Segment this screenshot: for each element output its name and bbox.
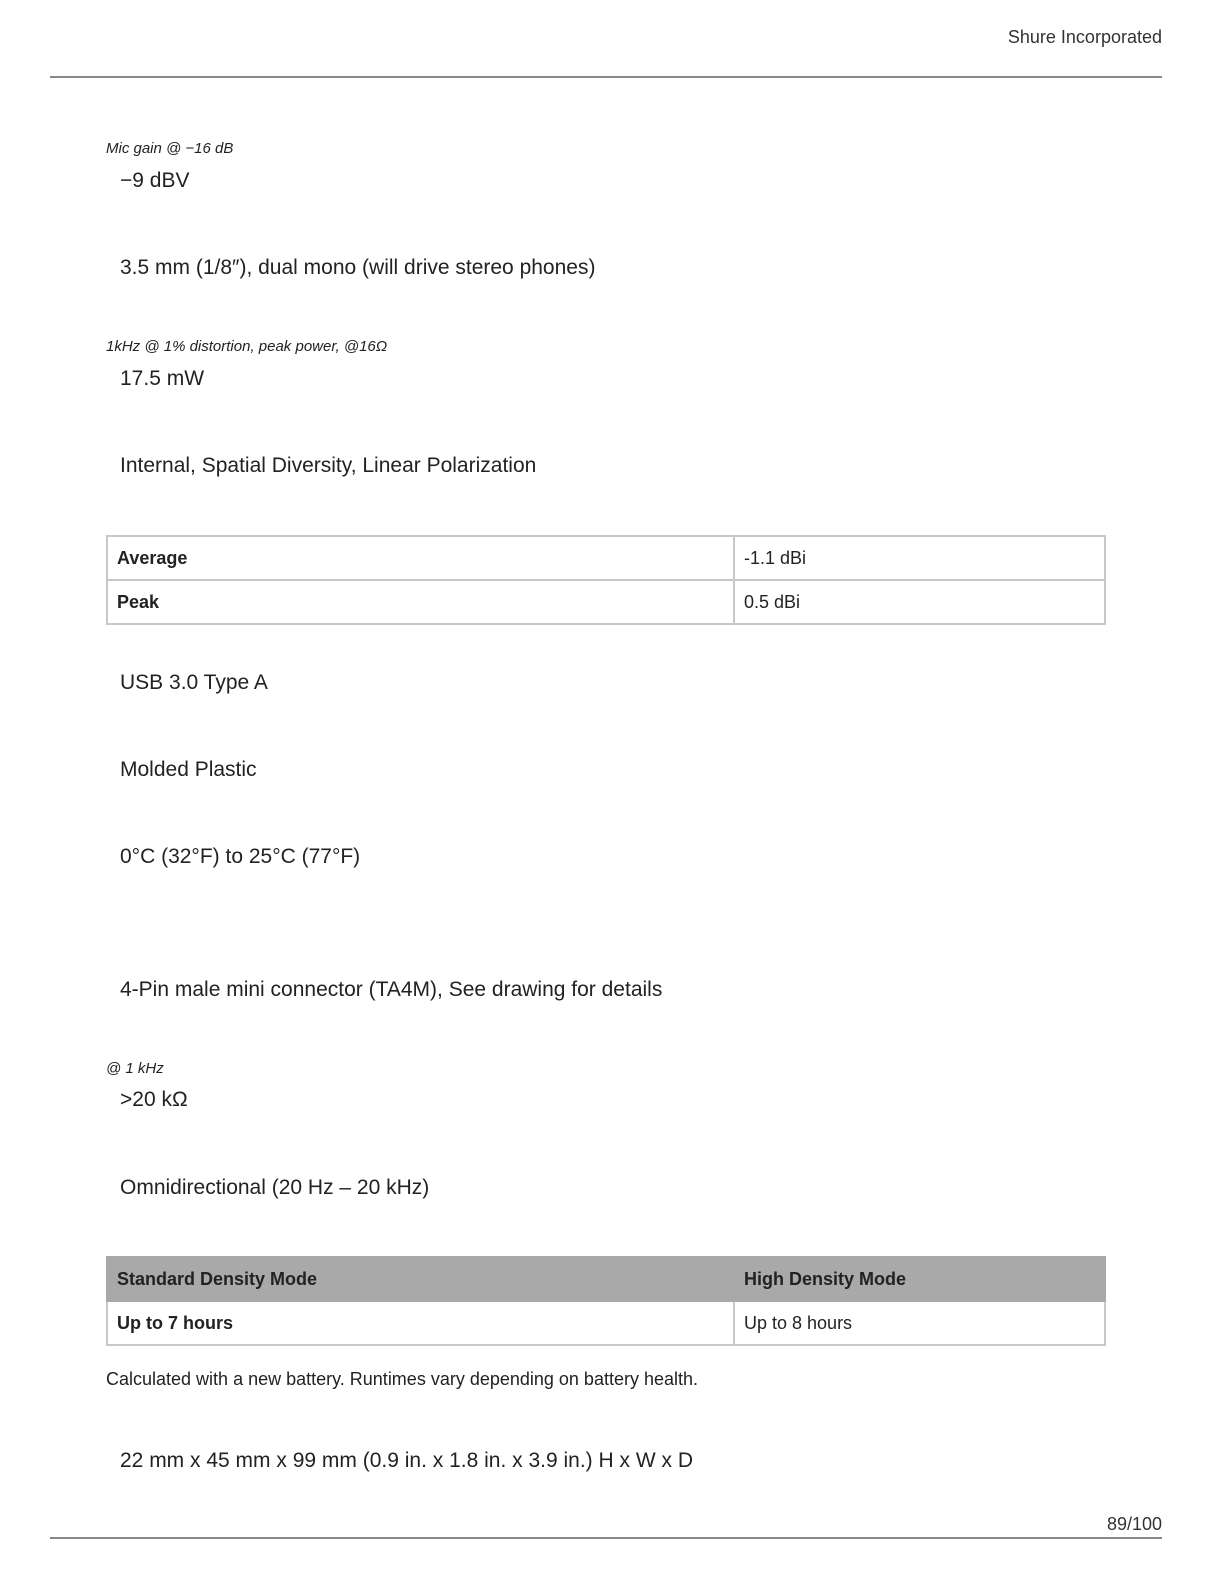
impedance-note: @ 1 kHz — [106, 1060, 164, 1077]
table-header-cell: High Density Mode — [734, 1257, 1105, 1301]
runtime-note: Calculated with a new battery. Runtimes vary depending on battery health. — [106, 1369, 699, 1389]
table-header-row — [107, 1257, 1105, 1301]
headphone-output-value: 3.5 mm (1/8″), dual mono (will drive stereo phones) — [120, 256, 596, 279]
table-row — [107, 1301, 1105, 1345]
table-header-cell: Standard Density Mode — [107, 1257, 734, 1301]
polar-pattern-value: Omnidirectional (20 Hz – 20 kHz) — [120, 1176, 430, 1199]
table-row — [107, 580, 1105, 624]
usb-value: USB 3.0 Type A — [120, 671, 268, 694]
impedance-value: >20 kΩ — [120, 1088, 188, 1111]
header-company: Shure Incorporated — [1007, 27, 1162, 47]
power-note: 1kHz @ 1% distortion, peak power, @16Ω — [106, 338, 388, 355]
footer-rule — [50, 1537, 1162, 1539]
table-cell: Up to 7 hours — [107, 1301, 734, 1345]
header-rule — [50, 76, 1162, 78]
table-row — [107, 536, 1105, 580]
mic-gain-value: −9 dBV — [120, 169, 190, 192]
antenna-gain-table — [106, 535, 1106, 625]
connector-value: 4-Pin male mini connector (TA4M), See drawing for details — [120, 978, 663, 1001]
antenna-value: Internal, Spatial Diversity, Linear Polarization — [120, 454, 537, 477]
table-cell: -1.1 dBi — [734, 536, 1105, 580]
table-cell: 0.5 dBi — [734, 580, 1105, 624]
runtime-table — [106, 1256, 1106, 1346]
dimensions-value: 22 mm x 45 mm x 99 mm (0.9 in. x 1.8 in. x 3.9 in.) H x W x D — [120, 1449, 693, 1472]
mic-gain-note: Mic gain @ −16 dB — [106, 140, 234, 157]
temperature-value: 0°C (32°F) to 25°C (77°F) — [120, 845, 361, 868]
table-cell: Peak — [107, 580, 734, 624]
power-value: 17.5 mW — [120, 367, 205, 390]
housing-value: Molded Plastic — [120, 758, 257, 781]
page-number: 89/100 — [1106, 1514, 1162, 1534]
table-cell: Up to 8 hours — [734, 1301, 1105, 1345]
table-cell: Average — [107, 536, 734, 580]
